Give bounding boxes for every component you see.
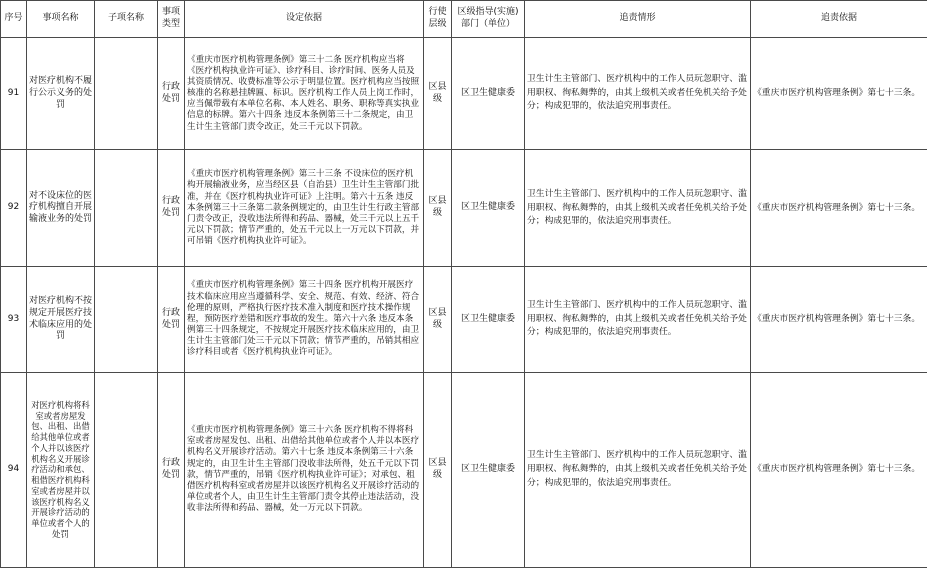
header-seq: 序号 xyxy=(1,1,27,38)
cell-pursuit-situation: 卫生计生主管部门、医疗机构中的工作人员玩忽职守、滥用职权、徇私舞弊的，由其上级机关或者任免机关给予处分；构成犯罪的，依法追究刑事责任。 xyxy=(525,372,751,567)
cell-level: 区县级 xyxy=(424,372,452,567)
cell-basis: 《重庆市医疗机构管理条例》第三十六条 医疗机构不得将科室或者房屋发包、出租、出借给其他单位或者个人并以本医疗机构名义开展诊疗活动。第六十七条 违反本条例第三十六条规定的，由卫生计生主管部门没收非法所得，处五千元以下罚款，情节严重的，吊销《医疗机构执业许可证》；对承包、租借医疗机构科室或者房屋并以该医疗机构名义开展诊疗活动的单位或者个人，由卫生计生主管部门责令其停止违法活动，没收非法所得和药品、器械，处一万元以下罚款。 xyxy=(185,372,424,567)
table-row xyxy=(1,267,927,372)
header-pursuit-basis: 追责依据 xyxy=(751,1,927,38)
cell-basis: 《重庆市医疗机构管理条例》第三十二条 医疗机构应当将《医疗机构执业许可证》、诊疗科目、诊疗时间、医务人员及其资质情况、收费标准等公示于明显位置。医疗机构应当按照核准的名称悬挂牌匾、标识。医疗机构工作人员上岗工作时，应当佩带载有本单位名称、本人姓名、职务、职称等真实执业信息的标牌。第六十四条 违反本条例第三十二条规定，由卫生计生主管部门责令改正，处三千元以下罚款。 xyxy=(185,38,424,150)
cell-sub-item xyxy=(95,38,158,150)
cell-item-type: 行政处罚 xyxy=(158,267,185,372)
cell-pursuit-basis: 《重庆市医疗机构管理条例》第七十三条。 xyxy=(751,372,927,567)
cell-basis: 《重庆市医疗机构管理条例》第三十三条 不设床位的医疗机构开展输液业务，应当经区县（自治县）卫生计生主管部门批准，并在《医疗机构执业许可证》上注明。第六十五条 违反本条例第三十三条第二款条例规定的，由卫生计生行政主管部门责令改正，没收违法所得和药品、器械，处三千元以上五千元以下罚款；情节严重的，处五千元以上一万元以下罚款，并可吊销《医疗机构执业许可证》。 xyxy=(185,150,424,267)
cell-seq: 94 xyxy=(1,372,27,567)
header-row xyxy=(1,1,927,38)
cell-seq: 92 xyxy=(1,150,27,267)
cell-sub-item xyxy=(95,150,158,267)
table-row xyxy=(1,372,927,567)
cell-department: 区卫生健康委 xyxy=(452,267,525,372)
cell-department: 区卫生健康委 xyxy=(452,150,525,267)
cell-item-type: 行政处罚 xyxy=(158,38,185,150)
cell-item-name: 对医疗机构将科室或者房屋发包、出租、出借给其他单位或者个人并以该医疗机构名义开展诊疗活动和承包、租借医疗机构科室或者房屋并以该医疗机构名义开展诊疗活动的单位或者个人的处罚 xyxy=(27,372,95,567)
header-item-name: 事项名称 xyxy=(27,1,95,38)
cell-item-type: 行政处罚 xyxy=(158,372,185,567)
cell-pursuit-basis: 《重庆市医疗机构管理条例》第七十三条。 xyxy=(751,150,927,267)
header-item-type: 事项类型 xyxy=(158,1,185,38)
cell-item-name: 对医疗机构不履行公示义务的处罚 xyxy=(27,38,95,150)
cell-seq: 93 xyxy=(1,267,27,372)
cell-pursuit-situation: 卫生计生主管部门、医疗机构中的工作人员玩忽职守、滥用职权、徇私舞弊的，由其上级机关或者任免机关给予处分；构成犯罪的，依法追究刑事责任。 xyxy=(525,38,751,150)
cell-item-name: 对不设床位的医疗机构擅自开展输液业务的处罚 xyxy=(27,150,95,267)
cell-pursuit-basis: 《重庆市医疗机构管理条例》第七十三条。 xyxy=(751,267,927,372)
cell-pursuit-situation: 卫生计生主管部门、医疗机构中的工作人员玩忽职守、滥用职权、徇私舞弊的，由其上级机关或者任免机关给予处分；构成犯罪的，依法追究刑事责任。 xyxy=(525,150,751,267)
cell-pursuit-basis: 《重庆市医疗机构管理条例》第七十三条。 xyxy=(751,38,927,150)
cell-level: 区县级 xyxy=(424,38,452,150)
cell-basis: 《重庆市医疗机构管理条例》第三十四条 医疗机构开展医疗技术临床应用应当遵循科学、安全、规范、有效、经济、符合伦理的原则，严格执行医疗技术准入制度和医疗技术操作规程，预防医疗差错和医疗事故的发生。第六十六条 违反本条例第三十四条规定，不按规定开展医疗技术临床应用的，由卫生计生主管部门处三千元以下罚款；情节严重的，吊销其相应诊疗科目或者《医疗机构执业许可证》。 xyxy=(185,267,424,372)
cell-department: 区卫生健康委 xyxy=(452,372,525,567)
cell-sub-item xyxy=(95,267,158,372)
header-department: 区级指导(实施)部门（单位） xyxy=(452,1,525,38)
table-row xyxy=(1,38,927,150)
header-basis: 设定依据 xyxy=(185,1,424,38)
table-row xyxy=(1,150,927,267)
cell-pursuit-situation: 卫生计生主管部门、医疗机构中的工作人员玩忽职守、滥用职权、徇私舞弊的，由其上级机关或者任免机关给予处分；构成犯罪的，依法追究刑事责任。 xyxy=(525,267,751,372)
header-pursuit-situation: 追责情形 xyxy=(525,1,751,38)
cell-seq: 91 xyxy=(1,38,27,150)
cell-item-name: 对医疗机构不按规定开展医疗技术临床应用的处罚 xyxy=(27,267,95,372)
cell-item-type: 行政处罚 xyxy=(158,150,185,267)
cell-level: 区县级 xyxy=(424,150,452,267)
cell-sub-item xyxy=(95,372,158,567)
cell-department: 区卫生健康委 xyxy=(452,38,525,150)
cell-level: 区县级 xyxy=(424,267,452,372)
header-level: 行使层级 xyxy=(424,1,452,38)
header-sub-item: 子项名称 xyxy=(95,1,158,38)
